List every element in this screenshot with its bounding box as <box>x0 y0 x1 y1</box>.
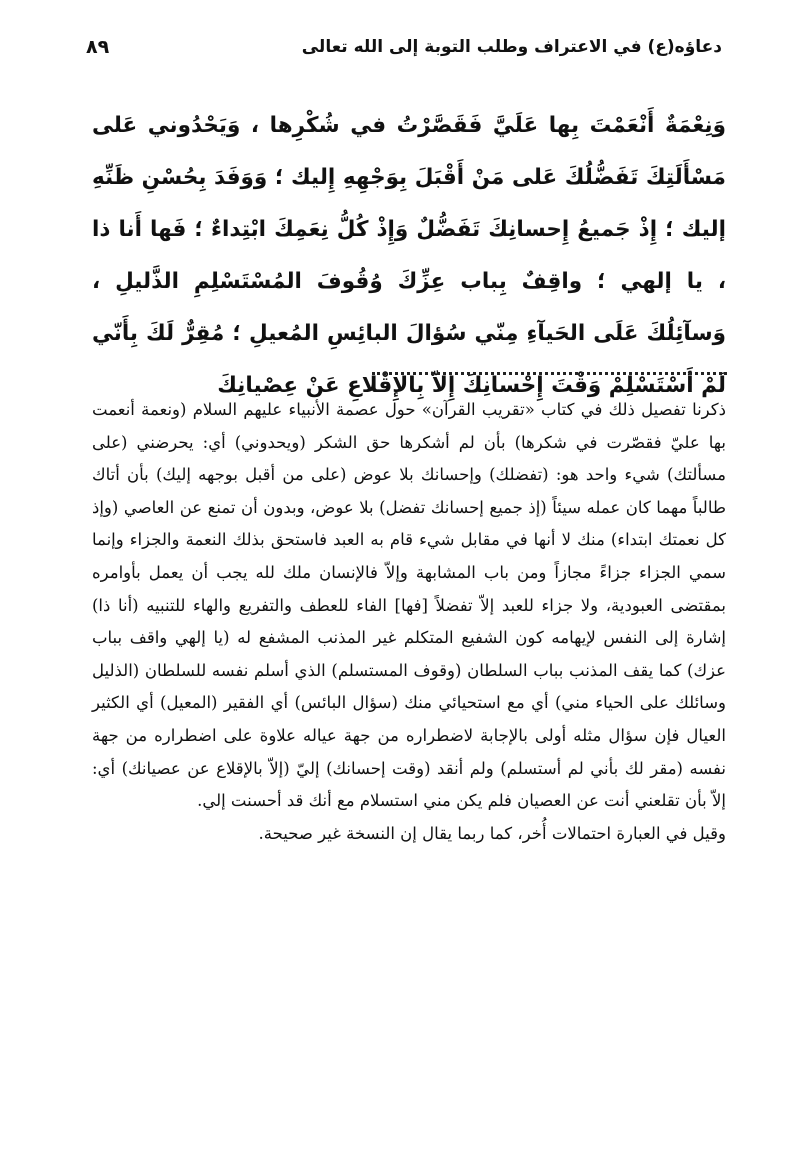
page-number: ٨٩ <box>86 36 110 58</box>
page-header <box>86 30 722 64</box>
dotted-divider <box>372 372 727 375</box>
commentary-paragraph: ذكرنا تفصيل ذلك في كتاب «تقريب القرآن» حول عصمة الأنبياء عليهم السلام (ونعمة أنعمت بها عليّ فقصّرت في شكرها) بأن لم أشكرها حق الشكر (ويحدوني) أي: يحرضني (على مسألتك) شيء واحد هو: (تفضلك) وإحسانك بلا عوض (على من أقبل بوجهه إليك) بأن أتاك طالباً مهما كان عمله سيئاً (إذ جميع إحسانك تفضل) بلا عوض، وبدون أن تمنع عن العاصي (وإذ كل نعمتك ابتداء) منك لا أنها في مقابل شيء قام به العبد فاستحق بذلك النعمة والجزاء وإنما سمي الجزاء جزاءً مجازاً ومن باب المشابهة وإلاّ فالإنسان ملك لله يجب أن يعمل بأوامره بمقتضى العبودية، ولا جزاء للعبد إلاّ تفضلاً [فها] الفاء للعطف والتفريع والهاء للتنبيه (أنا ذا) إشارة إلى النفس لإيهامه كون الشفيع المتكلم غير المذنب المشفع له (يا إلهي واقف بباب عزك) كما يقف المذنب بباب السلطان (وقوف المستسلم) الذي أسلم نفسه للسلطان (الذليل وسائلك على الحياء مني) أي مع استحيائي منك (سؤال البائس) أي الفقير (المعيل) أي الكثير العيال فإن سؤال مثله أولى بالإجابة لاضطراره من جهة عياله علاوة على اضطراره من جهة نفسه (مقر لك بأني لم أستسلم) ولم أنقد (وقت إحسانك) إليّ (إلاّ بالإقلاع عن عصيانك) أي: إلاّ بأن تقلعني أنت عن العصيان فلم يكن مني استسلام مع أنك قد أحسنت إلي. <box>92 400 726 811</box>
prayer-text-block <box>92 100 726 412</box>
prayer-paragraph: وَنِعْمَةٌ أَنْعَمْتَ بِها عَلَيَّ فَقَصَّرْتُ في شُكْرِها ، وَيَحْدُوني عَلى مَسْأَلَتِكَ تَفَضُّلُكَ عَلى مَنْ أَقْبَلَ بِوَجْهِهِ إِليك ؛ وَوَفَدَ بِحُسْنِ ظَنِّهِ إليك ؛ إِذْ جَميعُ إِحسانِكَ تَفَضُّلٌ وَإِذْ كُلُّ نِعَمِكَ ابْتِداءٌ ؛ فَها أَنا ذا ، يا إلهي ؛ واقِفٌ بِباب عِزِّكَ وُقُوفَ المُسْتَسْلِمِ الذَّليلِ ، وَسآئِلُكَ عَلَى الحَيآءِ مِنّي سُؤالَ البائِسِ المُعيلِ ؛ مُقِرٌّ لَكَ بِأَنّي لَمْ أَسْتَسْلِمْ وَقْتَ إِحْسانِكَ إِلاّ بِالإِقْلاعِ عَنْ عِصْيانِكَ <box>92 113 726 398</box>
commentary-closing: وقيل في العبارة احتمالات أُخر، كما ربما يقال إن النسخة غير صحيحة. <box>258 823 726 843</box>
commentary-block <box>92 394 726 850</box>
running-title: دعاؤه(ع) في الاعتراف وطلب التوبة إلى الله تعالى <box>301 37 722 57</box>
